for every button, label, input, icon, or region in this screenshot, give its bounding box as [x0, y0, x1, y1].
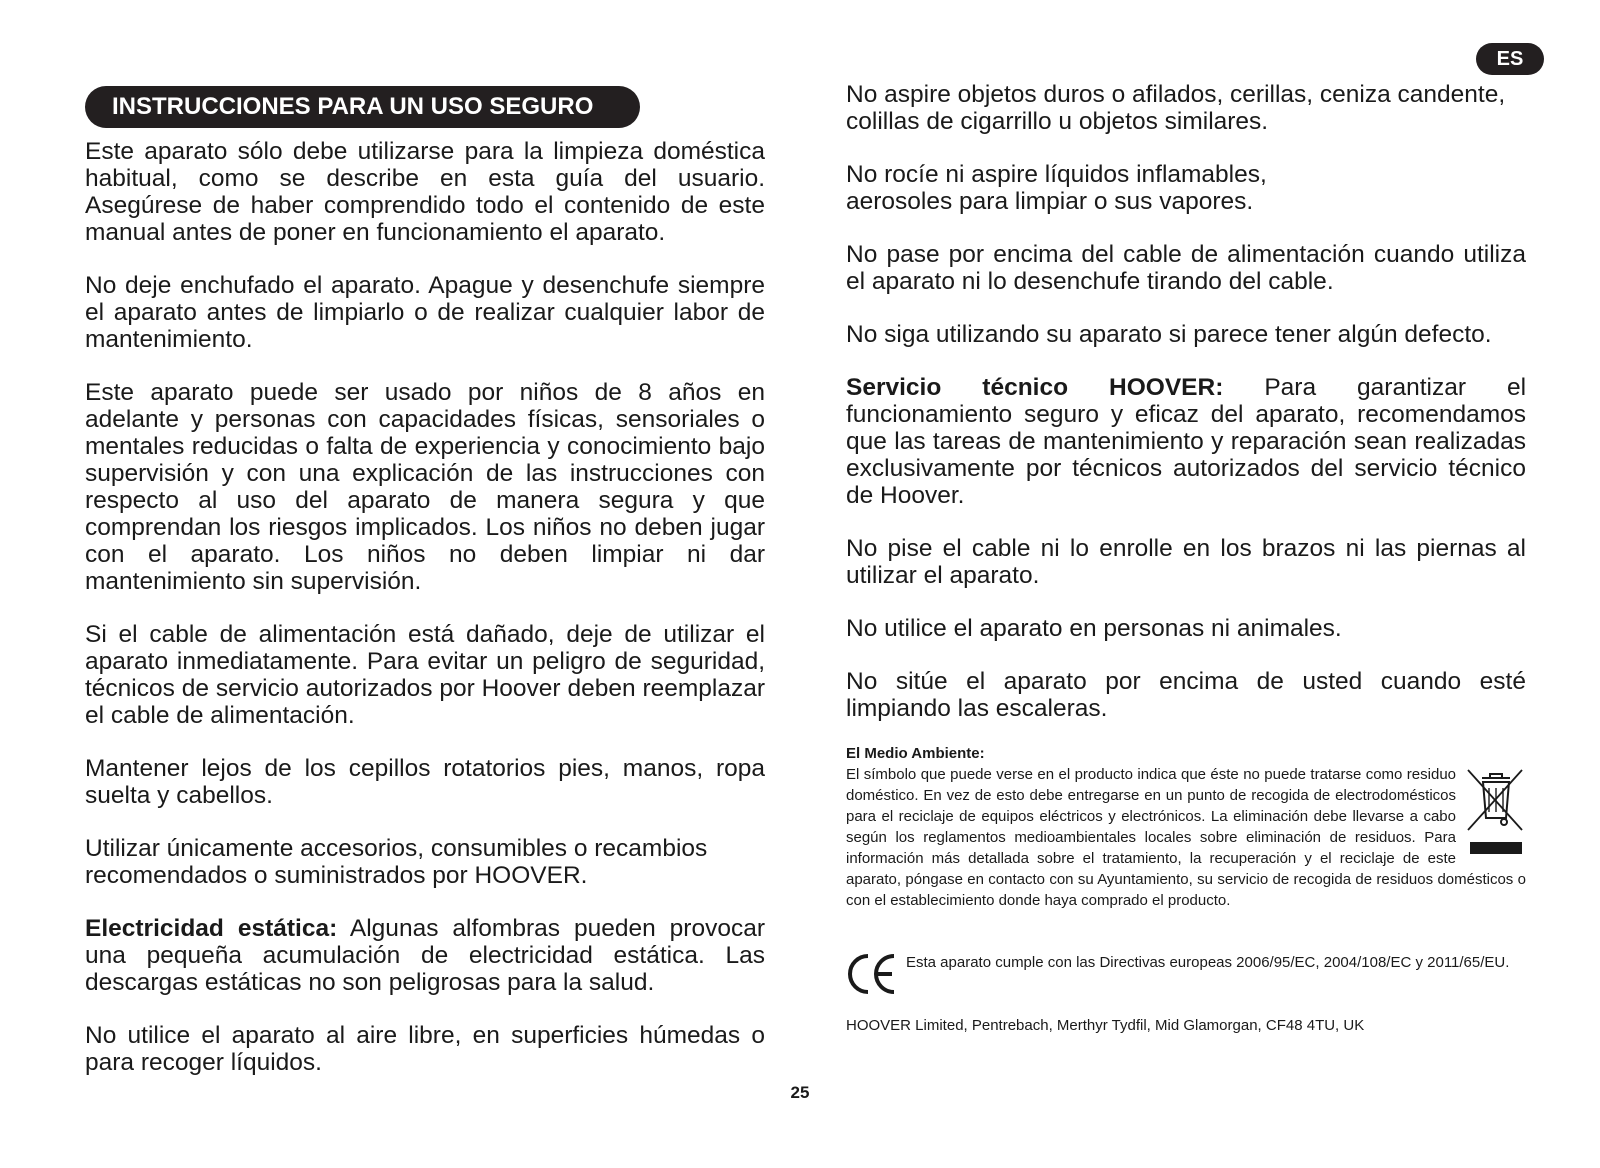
paragraph-outdoor-use: No utilice el aparato al aire libre, en superficies húmedas o para recoger líquidos.: [85, 1022, 765, 1076]
paragraph-cable-wrap: No pise el cable ni lo enrolle en los brazos ni las piernas al utilizar el aparato.: [846, 535, 1526, 589]
environment-section: [846, 743, 1526, 911]
paragraph-accessories: Utilizar únicamente accesorios, consumibles o recambios recomendados o suministrados por HOOVER.: [85, 835, 708, 889]
language-badge: ES: [1476, 43, 1544, 75]
static-electricity-text: Algunas alfombras pueden provocar una pequeña acumulación de electricidad estática. Las descargas estáticas no son peligrosas para la salud.: [85, 915, 766, 996]
paragraph-stairs: No sitúe el aparato por encima de usted cuando esté limpiando las escaleras.: [846, 668, 1526, 722]
compliance-section: [846, 952, 1526, 996]
ce-mark-icon: [846, 952, 898, 996]
static-electricity-heading: Electricidad estática:: [85, 915, 338, 942]
paragraph-damaged-cable: Si el cable de alimentación está dañado, deje de utilizar el aparato inmediatamente. Para evitar un peligro de seguridad, técnicos de servicio autorizados por Hoover deben reemplazar el cable de alimentación.: [85, 621, 765, 729]
service-heading: Servicio técnico HOOVER:: [846, 374, 1224, 401]
flammable-line-1: No rocíe ni aspire líquidos inflamables,: [846, 161, 1267, 188]
manufacturer-address: HOOVER Limited, Pentrebach, Merthyr Tydfil, Mid Glamorgan, CF48 4TU, UK: [846, 1017, 1365, 1034]
paragraph-defect: No siga utilizando su aparato si parece tener algún defecto.: [846, 321, 1492, 348]
right-column: [846, 81, 1526, 748]
environment-text: El símbolo que puede verse en el producto indica que éste no puede tratarse como residuo doméstico. En vez de esto debe entregarse en un punto de recogida de electrodomésticos para el reciclaje de equipos eléctricos y electrónicos. La eliminación debe llevarse a cabo según los reglamentos medioambientales locales sobre eliminación de residuos. Para información más detallada sobre el tratamiento, la recuperación y el reciclaje de este aparato, póngase en contacto con su Ayuntamiento, su servicio de recogida de residuos domésticos o con el establecimiento donde haya comprado el producto.: [846, 766, 1526, 909]
paragraph-flammable: [846, 161, 1526, 215]
paragraph-unplug: No deje enchufado el aparato. Apague y desenchufe siempre el aparato antes de limpiarlo o de realizar cualquier labor de mantenimiento.: [85, 272, 765, 353]
paragraph-service: [846, 374, 1526, 509]
flammable-line-2: aerosoles para limpiar o sus vapores.: [846, 188, 1254, 215]
section-title: INSTRUCCIONES PARA UN USO SEGURO: [85, 86, 640, 128]
paragraph-power-cable: No pase por encima del cable de alimentación cuando utiliza el aparato ni lo desenchufe tirando del cable.: [846, 241, 1526, 295]
paragraph-children: Este aparato puede ser usado por niños de 8 años en adelante y personas con capacidades físicas, sensoriales o mentales reducidas o falta de experiencia y conocimiento bajo supervisión y con una explicación de las instrucciones con respecto al uso del aparato de manera segura y que comprendan los riesgos implicados. Los niños no deben jugar con el aparato. Los niños no deben limpiar ni dar mantenimiento sin supervisión.: [85, 379, 765, 595]
paragraph-domestic-use: Este aparato sólo debe utilizarse para la limpieza doméstica habitual, como se describe en esta guía del usuario. Asegúrese de haber comprendido todo el contenido de este manual antes de poner en funcionamiento el aparato.: [85, 138, 765, 246]
page-number: 25: [790, 1083, 810, 1102]
paragraph-rotating-brushes: Mantener lejos de los cepillos rotatorios pies, manos, ropa suelta y cabellos.: [85, 755, 765, 809]
paragraph-people-animals: No utilice el aparato en personas ni animales.: [846, 615, 1342, 642]
compliance-text: Esta aparato cumple con las Directivas europeas 2006/95/EC, 2004/108/EC y 2011/65/EU.: [906, 954, 1510, 971]
crossed-out-wheelie-bin-icon: [1464, 764, 1526, 860]
environment-title: El Medio Ambiente:: [846, 745, 985, 762]
paragraph-hard-objects: No aspire objetos duros o afilados, cerillas, ceniza candente, colillas de cigarrillo u objetos similares.: [846, 81, 1506, 135]
left-column: [85, 138, 765, 1102]
paragraph-static-electricity: [85, 915, 765, 996]
service-text: Para garantizar el funcionamiento seguro y eficaz del aparato, recomendamos que las tareas de mantenimiento y reparación sean realizadas exclusivamente por técnicos autorizados del servicio técnico de Hoover.: [846, 374, 1527, 509]
